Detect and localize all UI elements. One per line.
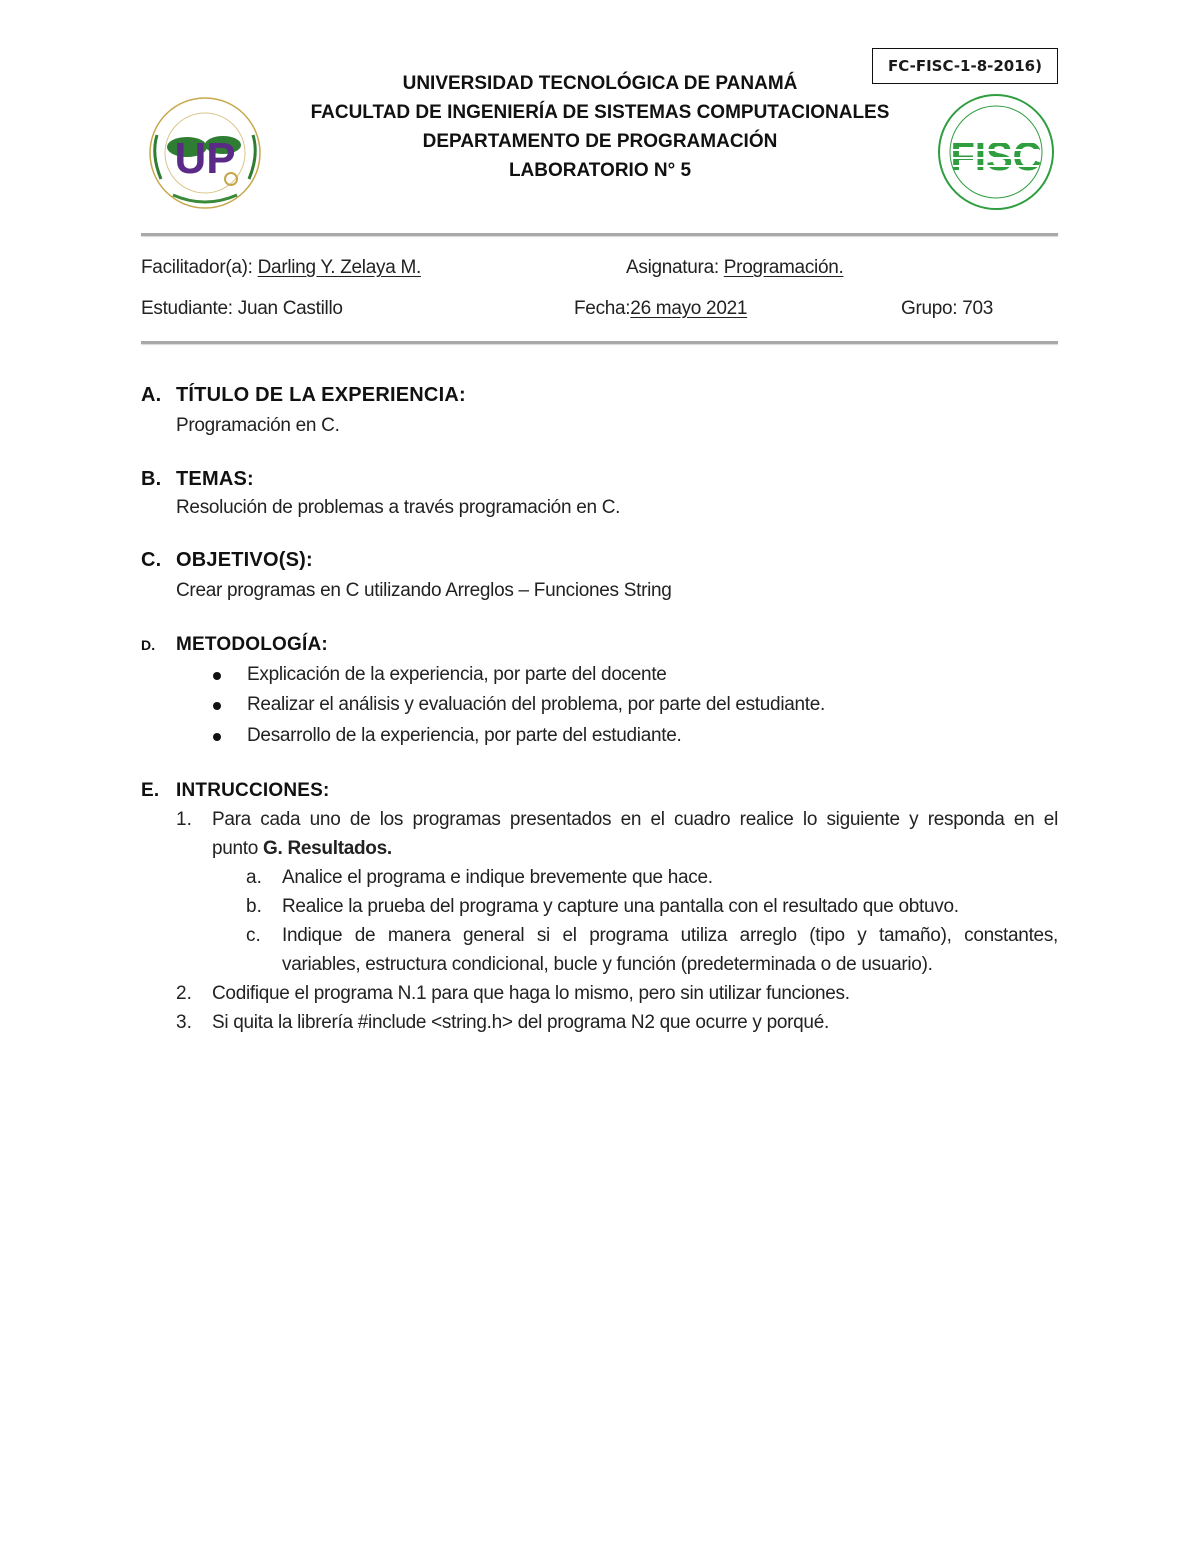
date-label: Fecha: bbox=[574, 298, 631, 319]
list-item bbox=[213, 694, 825, 716]
section-d-title: METODOLOGÍA: bbox=[176, 634, 328, 655]
subject-field bbox=[626, 257, 843, 279]
list-item bbox=[213, 725, 682, 747]
group-label: Grupo: bbox=[901, 298, 963, 319]
utp-logo-text: UP bbox=[174, 134, 236, 183]
section-c-title: OBJETIVO(S): bbox=[176, 549, 313, 571]
section-e-title: INTRUCCIONES: bbox=[176, 780, 330, 801]
student-field bbox=[141, 298, 343, 320]
subitem-letter: a. bbox=[246, 867, 262, 888]
section-b-heading bbox=[141, 468, 254, 491]
subitem-text: Analice el programa e indique brevemente que hace. bbox=[282, 867, 713, 888]
university-title: UNIVERSIDAD TECNOLÓGICA DE PANAMÁ bbox=[402, 73, 798, 94]
subject-value: Programación. bbox=[723, 257, 844, 278]
facilitator-label: Facilitador(a): bbox=[141, 257, 258, 278]
bullet-text: Explicación de la experiencia, por parte del docente bbox=[247, 664, 667, 685]
section-c-heading bbox=[141, 549, 313, 572]
subitem-text-line1: Indique de manera general si el programa utiliza arreglo (tipo y tamaño), constantes, bbox=[282, 925, 1058, 946]
faculty-title: FACULTAD DE INGENIERÍA DE SISTEMAS COMPUTACIONALES bbox=[310, 102, 890, 123]
student-label: Estudiante: bbox=[141, 298, 238, 319]
item-number: 2. bbox=[176, 983, 192, 1004]
section-e-letter: E. bbox=[141, 780, 160, 801]
bullet-text: Desarrollo de la experiencia, por parte del estudiante. bbox=[247, 725, 682, 746]
item-1-line2-text: punto bbox=[212, 838, 264, 859]
list-item bbox=[213, 664, 667, 686]
item-1-line2 bbox=[212, 834, 392, 863]
fisc-logo-text: FISC bbox=[950, 135, 1042, 179]
section-d-letter: D. bbox=[141, 637, 156, 653]
section-a-title: TÍTULO DE LA EXPERIENCIA: bbox=[176, 384, 466, 406]
group-field bbox=[901, 298, 993, 320]
top-divider bbox=[141, 233, 1058, 236]
subitem-text: Realice la prueba del programa y capture una pantalla con el resultado que obtuvo. bbox=[282, 896, 959, 917]
section-b-body: Resolución de problemas a través programación en C. bbox=[176, 497, 621, 518]
results-reference: G. Resultados. bbox=[263, 838, 392, 859]
subitem-text-line2: variables, estructura condicional, bucle y función (predeterminada o de usuario). bbox=[282, 954, 933, 975]
group-value: 703 bbox=[962, 298, 994, 319]
section-b-title: TEMAS: bbox=[176, 468, 254, 490]
section-e-heading bbox=[141, 779, 330, 802]
facilitator-value: Darling Y. Zelaya M. bbox=[257, 257, 421, 278]
section-a-heading bbox=[141, 384, 466, 407]
form-code: FC-FISC-1-8-2016) bbox=[888, 57, 1042, 75]
department-title: DEPARTAMENTO DE PROGRAMACIÓN bbox=[422, 131, 778, 152]
section-a-body: Programación en C. bbox=[176, 415, 340, 436]
subitem-letter: c. bbox=[246, 925, 261, 946]
section-c-body: Crear programas en C utilizando Arreglos – Funciones String bbox=[176, 580, 672, 601]
section-d-heading bbox=[141, 633, 328, 656]
item-2-text: Codifique el programa N.1 para que haga lo mismo, pero sin utilizar funciones. bbox=[212, 983, 850, 1004]
student-value: Juan Castillo bbox=[237, 298, 343, 319]
subitem-letter: b. bbox=[246, 896, 262, 917]
item-3-text: Si quita la librería #include <string.h> del programa N2 que ocurre y porqué. bbox=[212, 1012, 829, 1033]
bullet-icon bbox=[213, 733, 221, 741]
section-c-letter: C. bbox=[141, 549, 162, 571]
section-b-letter: B. bbox=[141, 468, 162, 490]
item-number: 3. bbox=[176, 1012, 192, 1033]
date-field bbox=[574, 298, 904, 320]
facilitator-field bbox=[141, 257, 421, 279]
bullet-icon bbox=[213, 672, 221, 680]
bottom-divider bbox=[141, 341, 1058, 344]
bullet-text: Realizar el análisis y evaluación del problema, por parte del estudiante. bbox=[247, 694, 826, 715]
lab-title: LABORATORIO N° 5 bbox=[508, 160, 692, 181]
item-1-line1: Para cada uno de los programas presentados en el cuadro realice lo siguiente y responda en el bbox=[212, 809, 1058, 830]
subject-label: Asignatura: bbox=[626, 257, 724, 278]
item-number: 1. bbox=[176, 809, 192, 830]
section-a-letter: A. bbox=[141, 384, 162, 406]
bullet-icon bbox=[213, 702, 221, 710]
date-value: 26 mayo 2021 bbox=[630, 298, 748, 319]
